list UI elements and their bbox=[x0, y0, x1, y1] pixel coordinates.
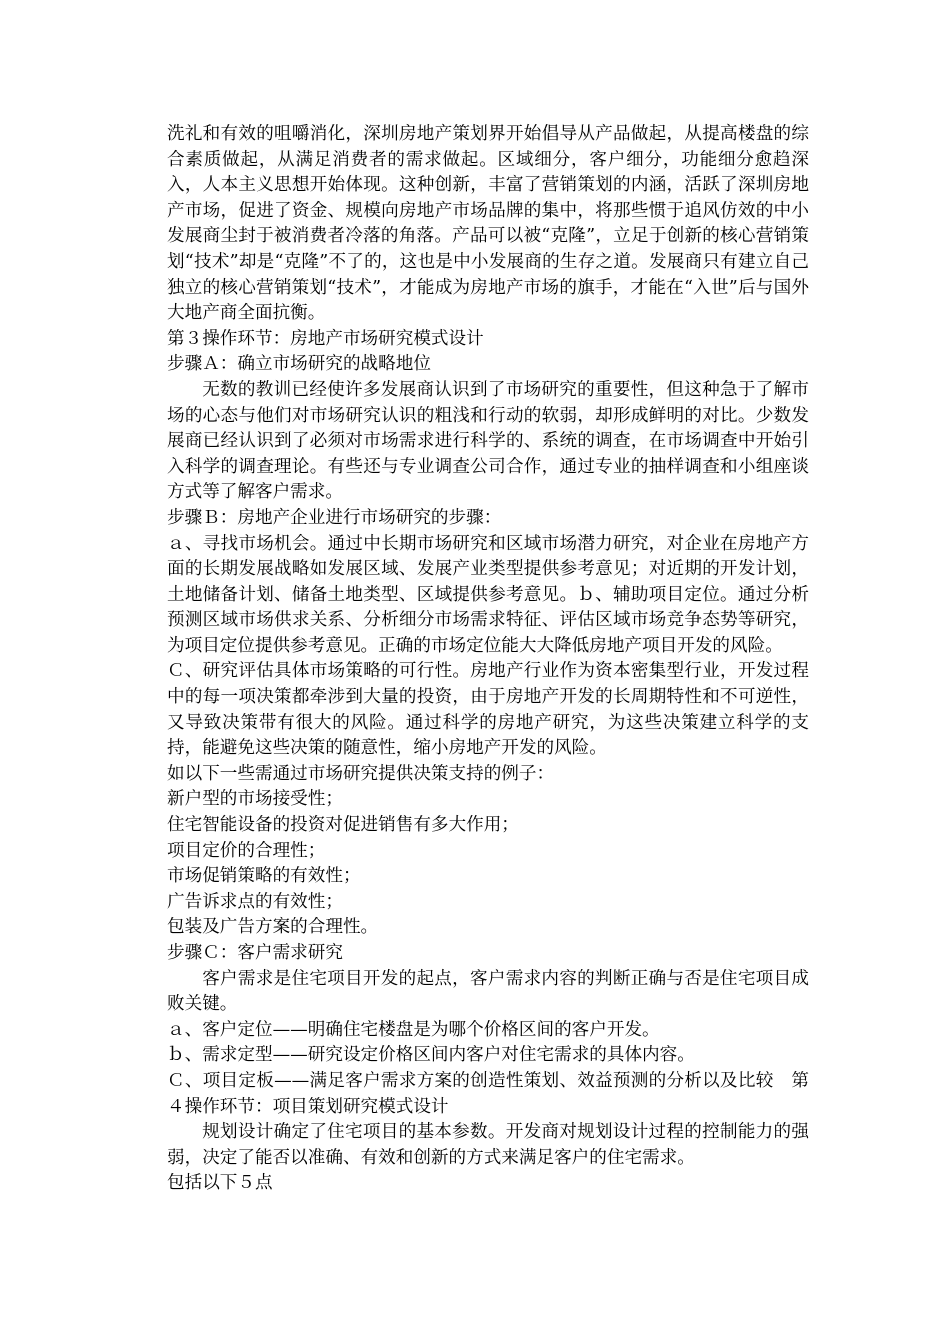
examples-list bbox=[167, 787, 809, 941]
paragraph-planning-design: 规划设计确定了住宅项目的基本参数。开发商对规划设计过程的控制能力的强弱，决定了能否以准确、有效和创新的方式来满足客户的住宅需求。 bbox=[167, 1122, 809, 1168]
list-item: 新户型的市场接受性； bbox=[167, 789, 343, 810]
list-item: 市场促销策略的有效性； bbox=[167, 866, 361, 887]
list-item: 广告诉求点的有效性； bbox=[167, 891, 343, 912]
list-item: ａ、客户定位——明确住宅楼盘是为哪个价格区间的客户开发。 bbox=[167, 1019, 660, 1040]
document-page bbox=[167, 122, 809, 1197]
list-item: ｂ、需求定型——研究设定价格区间内客户对住宅需求的具体内容。 bbox=[167, 1045, 695, 1066]
list-item: 项目定价的合理性； bbox=[167, 840, 326, 861]
list-item: 住宅智能设备的投资对促进销售有多大作用； bbox=[167, 815, 519, 836]
list-item: Ｃ、项目定板——满足客户需求方案的创造性策划、效益预测的分析以及比较 第４操作环节：项目策划研究模式设计 bbox=[167, 1070, 809, 1117]
step-c-heading: 步骤Ｃ：客户需求研究 bbox=[167, 943, 343, 963]
step-b-heading: 步骤Ｂ：房地产企业进行市场研究的步骤： bbox=[167, 507, 502, 528]
paragraph-market-opportunity: ａ、寻找市场机会。通过中长期市场研究和区域市场潜力研究，对企业在房地产方面的长期发展战略如发展区域、发展产业类型提供参考意见；对近期的开发计划，土地储备计划、储备土地类型、区域提供参考意见。ｂ、辅助项目定位。通过分析预测区域市场供求关系、分析细分市场需求特征、评估区域市场竞争态势等研究，为项目定位提供参考意见。正确的市场定位能大大降低房地产项目开发的风险。 bbox=[167, 533, 809, 656]
paragraph-intro: 洗礼和有效的咀嚼消化，深圳房地产策划界开始倡导从产品做起，从提高楼盘的综合素质做起，从满足消费者的需求做起。区域细分，客户细分，功能细分愈趋深入，人本主义思想开始体现。这种创新，丰富了营销策划的内涵，活跃了深圳房地产市场，促进了资金、规模向房地产市场品牌的集中，将那些惯于追风仿效的中小发展商尘封于被消费者冷落的角落。产品可以被“克隆”，立足于创新的核心营销策划“技术”却是“克隆”不了的，这也是中小发展商的生存之道。发展商只有建立自己独立的核心营销策划“技术”，才能成为房地产市场的旗手，才能在“入世”后与国外大地产商全面抗衡。 bbox=[167, 124, 809, 324]
paragraph-customer-demand: 客户需求是住宅项目开发的起点，客户需求内容的判断正确与否是住宅项目成败关键。 bbox=[167, 968, 809, 1015]
section-heading-3: 第３操作环节：房地产市场研究模式设计 bbox=[167, 328, 484, 349]
step-a-heading: 步骤Ａ：确立市场研究的战略地位 bbox=[167, 354, 431, 375]
paragraph-market-research: 无数的教训已经使许多发展商认识到了市场研究的重要性，但这种急于了解市场的心态与他们对市场研究认识的粗浅和行动的软弱，却形成鲜明的对比。少数发展商已经认识到了必须对市场需求进行科学的、系统的调查，在市场调查中开始引入科学的调查理论。有些还与专业调查公司合作，通过专业的抽样调查和小组座谈方式等了解客户需求。 bbox=[167, 379, 809, 503]
list-item: 包装及广告方案的合理性。 bbox=[167, 917, 379, 938]
paragraph-examples-intro: 如以下一些需通过市场研究提供决策支持的例子： bbox=[167, 763, 555, 784]
paragraph-tail: 包括以下５点 bbox=[167, 1173, 273, 1194]
paragraph-strategy-feasibility: Ｃ、研究评估具体市场策略的可行性。房地产行业作为资本密集型行业，开发过程中的每一项决策都牵涉到大量的投资，由于房地产开发的长周期特性和不可逆性，又导致决策带有很大的风险。通过科学的房地产研究，为这些决策建立科学的支持，能避免这些决策的随意性，缩小房地产开发的风险。 bbox=[167, 661, 809, 759]
